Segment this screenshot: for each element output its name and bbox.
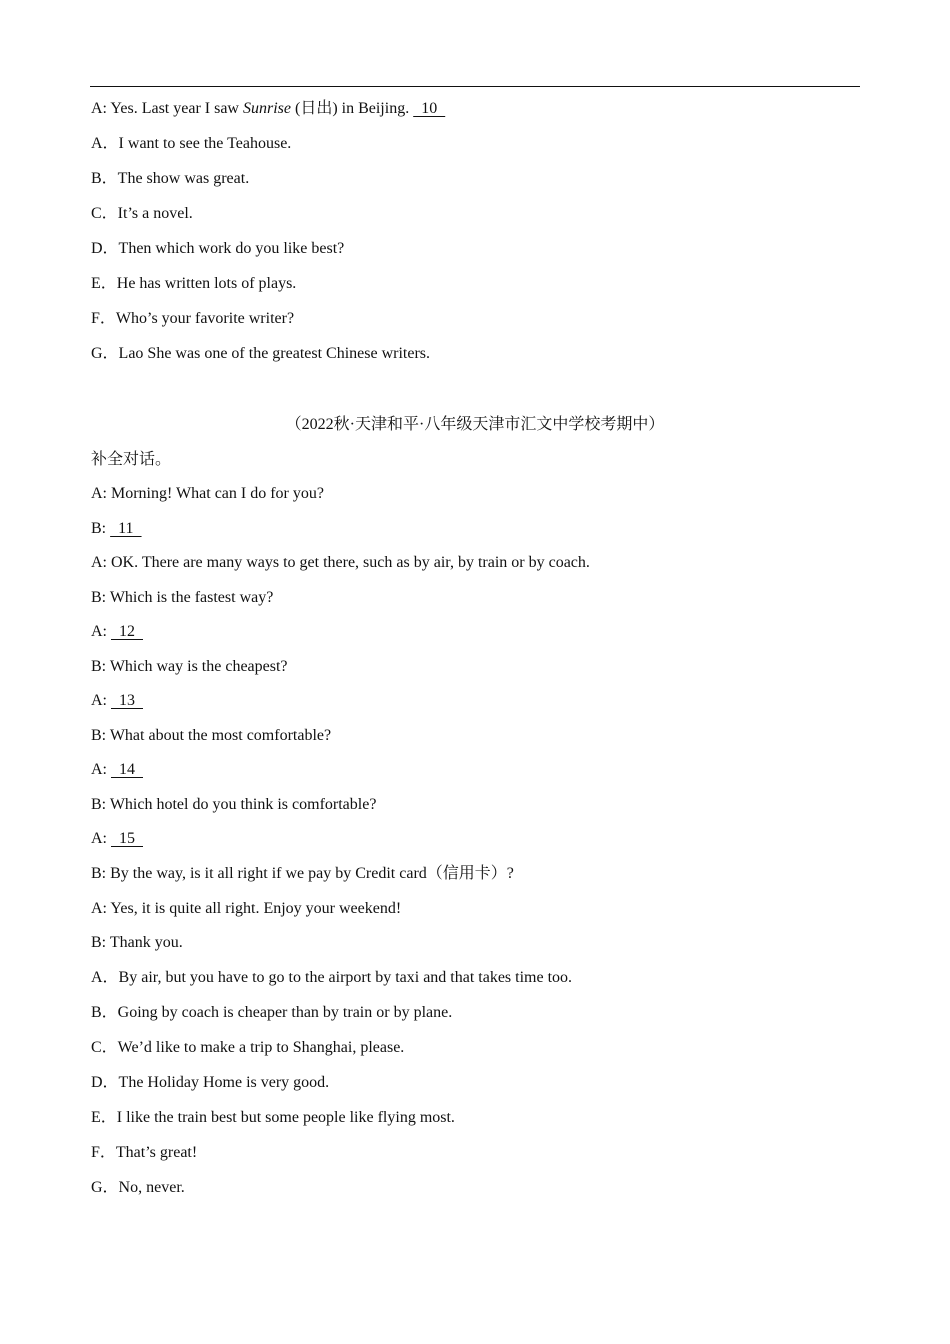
dialogue-text: B: Which is the fastest way? <box>91 589 274 606</box>
option-a: A．By air, but you have to go to the airport by taxi and that takes time too. <box>91 969 573 986</box>
dialogue-line <box>91 899 401 919</box>
option-e: E．He has written lots of plays. <box>91 275 297 292</box>
source-note: （2022秋·天津和平·八年级天津市汇文中学校考期中） <box>285 416 665 433</box>
option-b: B．Going by coach is cheaper than by train or by plane. <box>91 1004 453 1021</box>
answer-blank-15[interactable]: 15 <box>111 830 143 847</box>
option-f: F．Who’s your favorite writer? <box>91 310 295 327</box>
option-d: D．Then which work do you like best? <box>91 240 345 257</box>
italic-title: Sunrise <box>242 100 291 117</box>
dialogue-text: B: What about the most comfortable? <box>91 727 332 744</box>
option-b: B．The show was great. <box>91 170 250 187</box>
answer-blank-14[interactable]: 14 <box>111 761 143 778</box>
option-c: C．We’d like to make a trip to Shanghai, please. <box>91 1039 405 1056</box>
speaker-label: B: <box>91 520 111 537</box>
option-c: C．It’s a novel. <box>91 205 193 222</box>
dialogue-line <box>91 484 324 504</box>
answer-blank-13[interactable]: 13 <box>111 692 143 709</box>
answer-blank-12[interactable]: 12 <box>111 623 143 640</box>
dialogue-line <box>91 657 288 677</box>
option-g: G．No, never. <box>91 1179 185 1196</box>
dialogue-line <box>91 829 143 849</box>
dialogue-text: B: By the way, is it all right if we pay by Credit card（信用卡）? <box>91 865 514 882</box>
option-e: E．I like the train best but some people like flying most. <box>91 1109 455 1126</box>
option-g: G．Lao She was one of the greatest Chinese writers. <box>91 345 431 362</box>
speaker-label: A: <box>91 830 111 847</box>
dialogue-text: B: Which hotel do you think is comfortable? <box>91 796 377 813</box>
dialogue-line <box>91 795 376 815</box>
dialogue-text: B: Thank you. <box>91 934 183 951</box>
dialogue-line <box>91 691 143 711</box>
dialogue-line <box>91 864 514 884</box>
dialogue-text: A: OK. There are many ways to get there, such as by air, by train or by coach. <box>91 554 590 571</box>
instruction: 补全对话。 <box>91 451 172 468</box>
speaker-label: A: <box>91 761 111 778</box>
dialogue-line <box>91 553 590 573</box>
dialogue-text: (日出) in Beijing. <box>290 100 414 117</box>
dialogue-text: A: Yes. Last year I saw <box>91 100 243 117</box>
dialogue-line-10 <box>91 99 445 119</box>
answer-blank-10[interactable]: 10 <box>413 100 446 117</box>
dialogue-line <box>91 726 331 746</box>
dialogue-text: A: Morning! What can I do for you? <box>91 485 324 502</box>
dialogue-line <box>91 622 143 642</box>
option-a: A．I want to see the Teahouse. <box>91 135 292 152</box>
speaker-label: A: <box>91 623 111 640</box>
answer-blank-11[interactable]: 11 <box>110 520 142 537</box>
dialogue-line <box>91 933 183 953</box>
dialogue-line <box>91 760 143 780</box>
header-rule <box>90 86 860 87</box>
speaker-label: A: <box>91 692 111 709</box>
option-f: F．That’s great! <box>91 1144 198 1161</box>
dialogue-text: A: Yes, it is quite all right. Enjoy your weekend! <box>91 900 402 917</box>
option-d: D．The Holiday Home is very good. <box>91 1074 330 1091</box>
dialogue-line <box>91 588 273 608</box>
dialogue-line <box>91 519 142 539</box>
dialogue-text: B: Which way is the cheapest? <box>91 658 288 675</box>
